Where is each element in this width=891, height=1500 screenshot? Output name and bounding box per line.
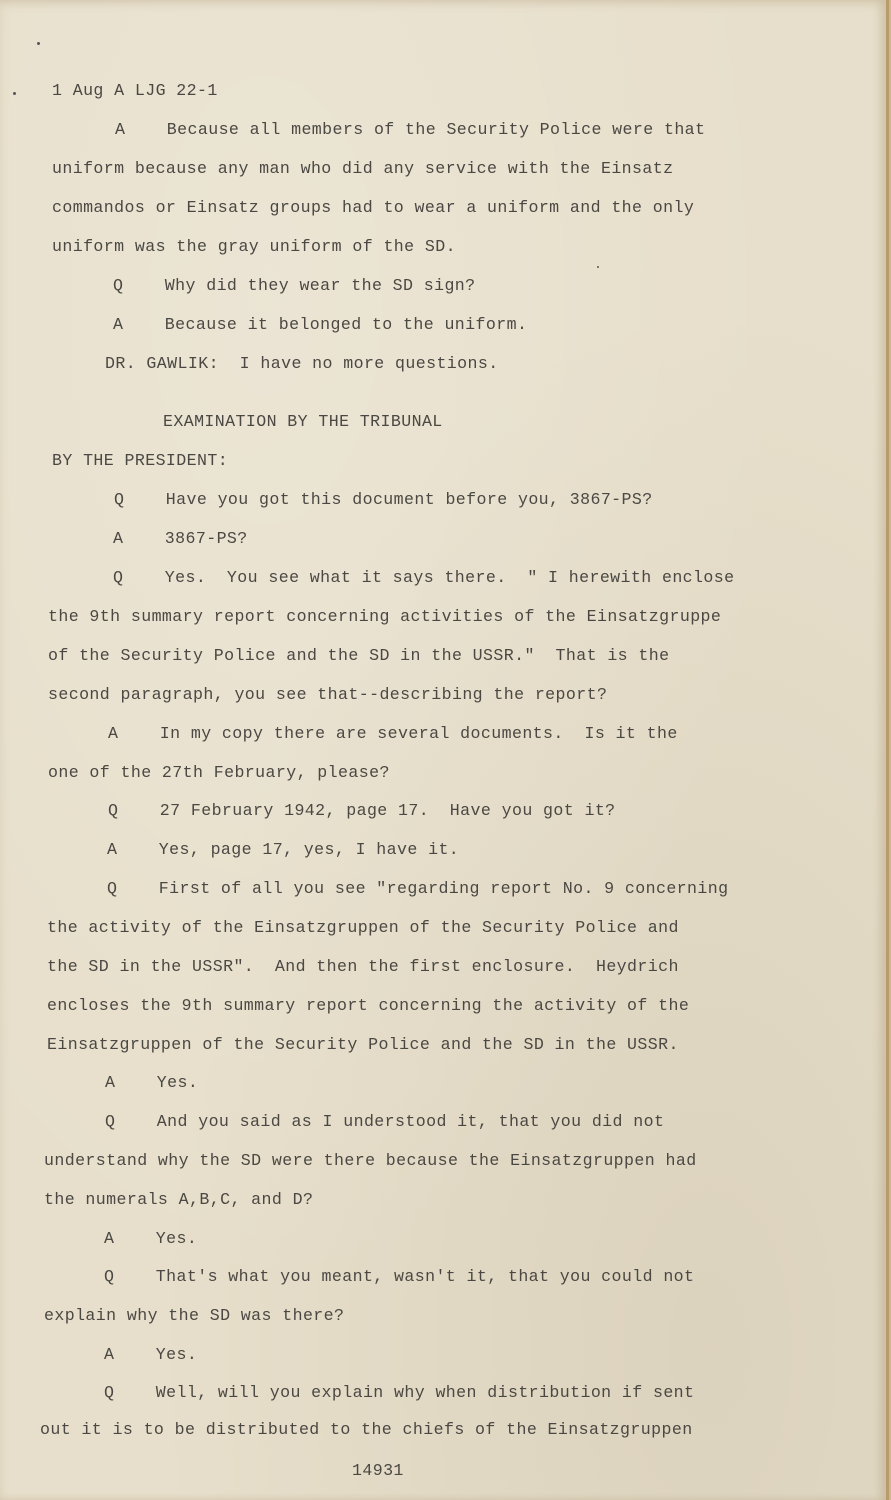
transcript-line: explain why the SD was there? bbox=[44, 1306, 345, 1325]
transcript-line: Q Yes. You see what it says there. " I herewith enclose bbox=[113, 568, 735, 587]
ink-speck bbox=[37, 42, 40, 45]
transcript-line: Q Why did they wear the SD sign? bbox=[113, 276, 476, 295]
transcript-line: Q Have you got this document before you, 3867-PS? bbox=[114, 490, 653, 509]
transcript-line: of the Security Police and the SD in the USSR." That is the bbox=[48, 646, 670, 665]
transcript-line: the activity of the Einsatzgruppen of the Security Police and bbox=[47, 918, 679, 937]
transcript-line: Q Well, will you explain why when distribution if sent bbox=[104, 1383, 695, 1402]
transcript-line: A Yes. bbox=[104, 1229, 198, 1248]
transcript-line: encloses the 9th summary report concerning the activity of the bbox=[47, 996, 690, 1015]
transcript-line: the 9th summary report concerning activities of the Einsatzgruppe bbox=[48, 607, 722, 626]
transcript-line: Q First of all you see "regarding report No. 9 concerning bbox=[107, 879, 729, 898]
page-header-reference: 1 Aug A LJG 22-1 bbox=[52, 81, 218, 100]
transcript-line: the SD in the USSR". And then the first enclosure. Heydrich bbox=[47, 957, 679, 976]
ink-speck bbox=[13, 92, 16, 95]
transcript-line: Q And you said as I understood it, that you did not bbox=[105, 1112, 665, 1131]
section-subheading: BY THE PRESIDENT: bbox=[52, 451, 229, 470]
transcript-line: uniform because any man who did any service with the Einsatz bbox=[52, 159, 674, 178]
transcript-line: A Yes. bbox=[104, 1345, 198, 1364]
transcript-line: understand why the SD were there because the Einsatzgruppen had bbox=[44, 1151, 697, 1170]
transcript-line: Q That's what you meant, wasn't it, that you could not bbox=[104, 1267, 695, 1286]
transcript-line: A In my copy there are several documents. Is it the bbox=[108, 724, 678, 743]
transcript-line: the numerals A,B,C, and D? bbox=[44, 1190, 314, 1209]
ink-speck bbox=[597, 266, 599, 268]
transcript-line: A Because it belonged to the uniform. bbox=[113, 315, 528, 334]
transcript-line: Einsatzgruppen of the Security Police and the SD in the USSR. bbox=[47, 1035, 679, 1054]
transcript-line: out it is to be distributed to the chiefs of the Einsatzgruppen bbox=[40, 1420, 693, 1439]
transcript-line: commandos or Einsatz groups had to wear a uniform and the only bbox=[52, 198, 695, 217]
transcript-line: A Because all members of the Security Police were that bbox=[115, 120, 706, 139]
speaker-line: DR. GAWLIK: I have no more questions. bbox=[105, 354, 499, 373]
transcript-line: A Yes. bbox=[105, 1073, 199, 1092]
section-heading: EXAMINATION BY THE TRIBUNAL bbox=[163, 412, 443, 431]
transcript-line: Q 27 February 1942, page 17. Have you got it? bbox=[108, 801, 616, 820]
transcript-line: one of the 27th February, please? bbox=[48, 763, 390, 782]
transcript-line: second paragraph, you see that--describing the report? bbox=[48, 685, 608, 704]
transcript-line: A 3867-PS? bbox=[113, 529, 248, 548]
page-number: 14931 bbox=[352, 1461, 404, 1480]
transcript-line: uniform was the gray uniform of the SD. bbox=[52, 237, 456, 256]
transcript-line: A Yes, page 17, yes, I have it. bbox=[107, 840, 460, 859]
